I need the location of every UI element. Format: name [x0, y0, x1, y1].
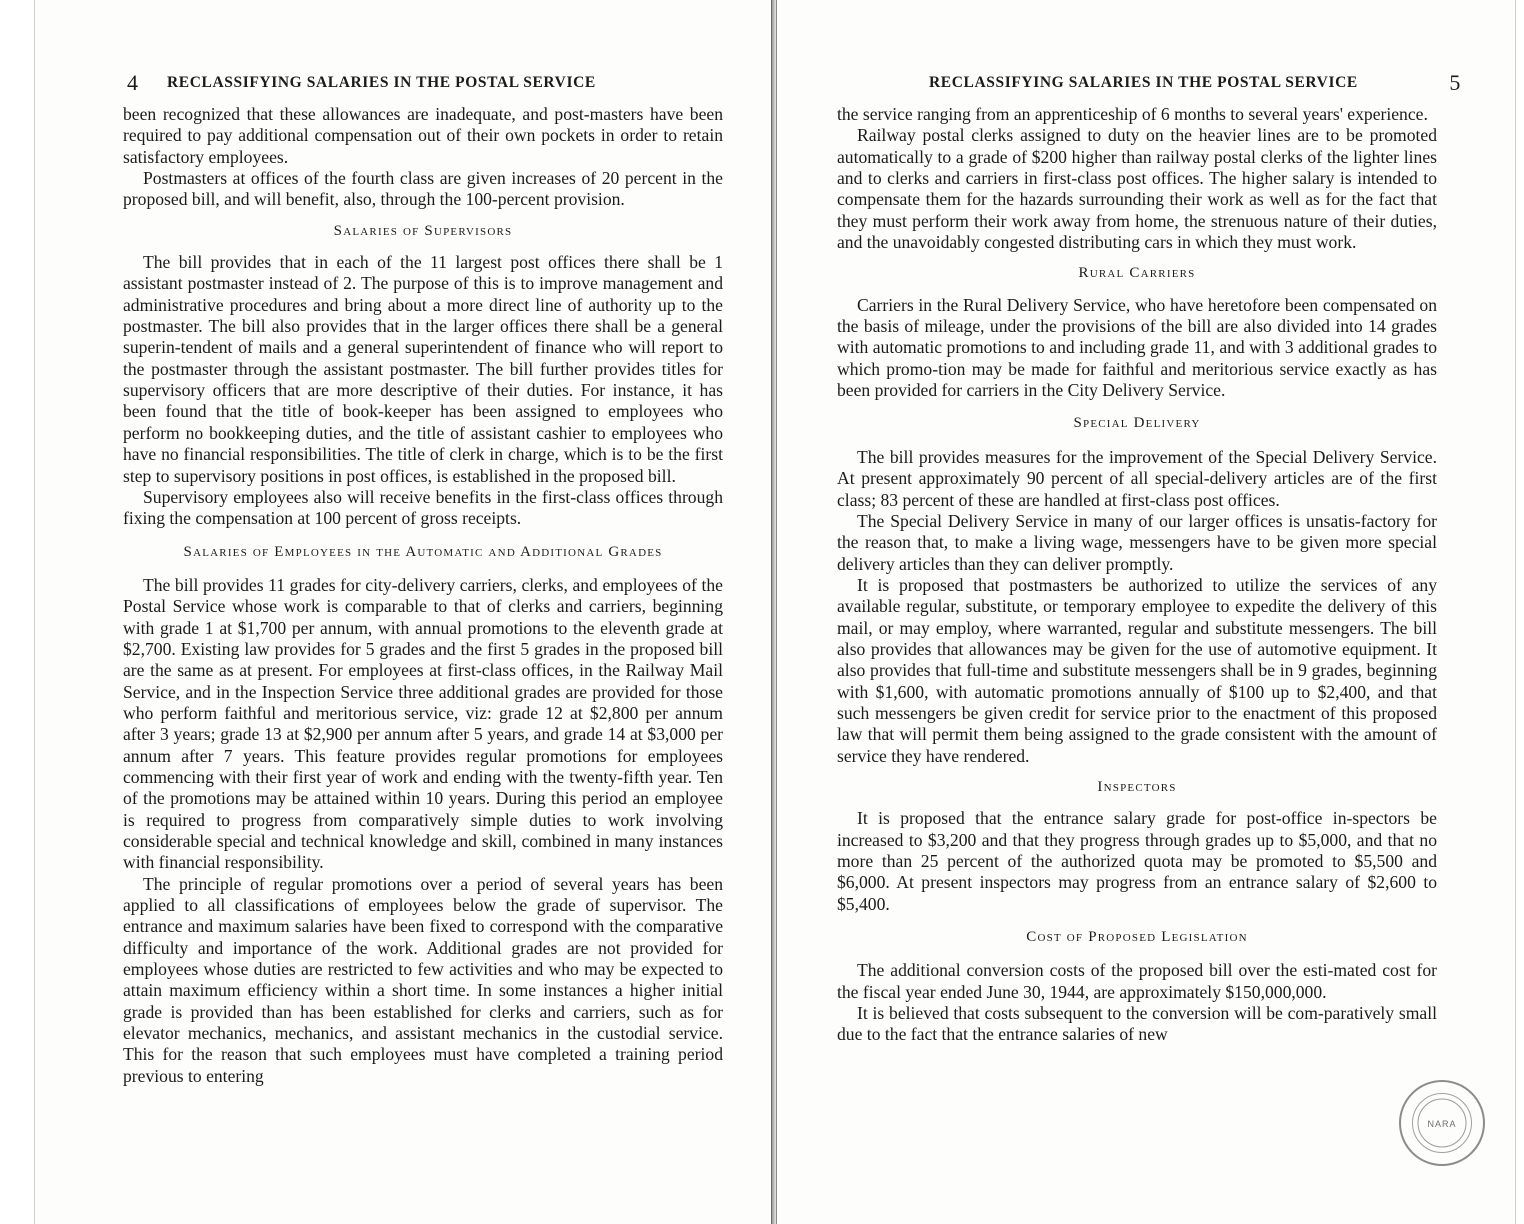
left-running-title: RECLASSIFYING SALARIES IN THE POSTAL SERVICE [167, 74, 596, 91]
right-body-text [837, 104, 1437, 1046]
paragraph: Carriers in the Rural Delivery Service, who have heretofore been compensated on the basis of mileage, under the provisions of the bill are also divided into 14 grades with automatic promotions to and including grade 11, and with 3 additional grades to which promo-tion may be made for faithful and meritorious service exactly as has been provided for carriers in the City Delivery Service. [837, 294, 1437, 401]
library-stamp-icon [1415, 1096, 1469, 1150]
paragraph: It is proposed that the entrance salary grade for post-office in-spectors be increased to $3,200 and that they progress through grades up to $5,000, and that no more than 25 percent of the authorized quota may be promoted to $5,500 and $6,000. At present inspectors may progress from an entrance salary of $2,600 to $5,400. [837, 808, 1437, 914]
library-stamp [1399, 1080, 1485, 1166]
paragraph: The bill provides that in each of the 11 largest post offices there shall be 1 assistant postmaster instead of 2. The purpose of this is to improve management and administrative procedures and bring about a more direct line of authority up to the postmaster. The bill also provides that in the larger offices there shall be a general superin-tendent of mails and a general superintendent of finance who will report to the postmaster through the assistant postmaster. The bill further provides titles for supervisory officers that are more descriptive of their duties. For instance, it has been found that the title of book-keeper has been assigned to employees who perform no bookkeeping duties, and the title of assistant cashier to employees who have no financial responsibilities. The title of clerk in charge, which is to be the first step to supervisory positions in post offices, is established in the proposed bill. [123, 252, 723, 486]
left-body-text [123, 104, 723, 1087]
left-page [34, 0, 772, 1224]
left-running-head [127, 70, 717, 100]
section-heading-rural-carriers: Rural Carriers [1078, 265, 1196, 282]
paragraph: The principle of regular promotions over a period of several years has been applied to all classifications of employees below the grade of supervisor. The entrance and maximum salaries have been fixed to correspond with the comparative difficulty and importance of the work. Additional grades are not provided for employees whose duties are restricted to few activities and who may be expected to attain maximum efficiency within a short time. In some instances a higher initial grade is provided than has been established for clerks and carriers, such as for elevator mechanics, mechanics, and assistant mechanics in the custodial service. This for the reason that such employees must have completed a training period previous to entering [123, 873, 723, 1086]
section-heading-inspectors: Inspectors [1097, 778, 1177, 795]
paragraph: It is believed that costs subsequent to the conversion will be com-paratively small due to the fact that the entrance salaries of new [837, 1003, 1437, 1045]
paragraph: Railway postal clerks assigned to duty on the heavier lines are to be promoted automatically to a grade of $200 higher than railway postal clerks of the lighter lines and to clerks and carriers in first-class post offices. The higher salary is intended to compensate them for the hazards surrounding their work as well as for the fact that they must perform their work away from home, the strenuous nature of their duties, and the unavoidably congested distributing cars in which they must work. [837, 125, 1437, 253]
paragraph: been recognized that these allowances are inadequate, and post-masters have been required to pay additional compensation out of their own pockets in order to retain satisfactory employees. [123, 104, 723, 167]
section-heading-cost: Cost of Proposed Legislation [1026, 929, 1248, 946]
section-heading-automatic-grades: Salaries of Employees in the Automatic and Additional Grades [183, 543, 663, 560]
left-page-number: 4 [127, 70, 139, 95]
paragraph: the service ranging from an apprenticeship of 6 months to several years' experience. [837, 104, 1428, 124]
paragraph: The Special Delivery Service in many of our larger offices is unsatis-factory for the reason that, to make a living wage, messengers have to be given more special delivery articles than they can deliver promptly. [837, 510, 1437, 574]
paragraph: The bill provides 11 grades for city-delivery carriers, clerks, and employees of the Postal Service whose work is comparable to that of clerks and carriers, beginning with grade 1 at $1,700 per annum, with annual promotions to the eleventh grade at $2,700. Existing law provides for 5 grades and the first 5 grades in the proposed bill are the same as at present. For employees at first-class offices, in the Railway Mail Service, and in the Inspection Service three additional grades are provided for those who perform faithful and meritorious service, viz: grade 12 at $2,800 per annum after 3 years; grade 13 at $2,900 per annum after 5 years, and grade 14 at $3,000 per annum after 7 years. This feature provides regular promotions for employees commencing with their first year of work and ending with the twenty-fifth year. Ten of the promotions may be attained within 10 years. During this period an employee is required to progress from comparatively simple duties to work involving considerable special and technical knowledge and skill, combined in many instances with financial responsibility. [123, 574, 723, 873]
paragraph: The additional conversion costs of the proposed bill over the esti-mated cost for the fiscal year ended June 30, 1944, are approximately $150,000,000. [837, 960, 1437, 1002]
paragraph: It is proposed that postmasters be authorized to utilize the services of any available regular, substitute, or temporary employee to expedite the delivery of this mail, or may employ, where warranted, regular and substitute messengers. The bill also provides that allowances may be given for the use of automotive equipment. It also provides that full-time and substitute messengers shall be in 9 grades, beginning with $1,600, with automatic promotions annually of $100 up to $2,400, and that such messengers be given credit for service prior to the enactment of this proposed law that will permit them being assigned to the grade consistent with the amount of service they have rendered. [837, 574, 1437, 766]
right-running-title: RECLASSIFYING SALARIES IN THE POSTAL SERVICE [929, 74, 1358, 91]
section-heading-supervisors: Salaries of Supervisors [333, 222, 513, 239]
section-heading-special-delivery: Special Delivery [1073, 415, 1201, 432]
library-stamp-inner [1412, 1093, 1472, 1153]
svg-text:NARA: NARA [1427, 1119, 1457, 1129]
right-running-head [929, 70, 1461, 100]
right-page [776, 0, 1516, 1224]
paragraph: Postmasters at offices of the fourth class are given increases of 20 percent in the proposed bill, and will benefit, also, through the 100-percent provision. [123, 168, 723, 210]
right-page-number: 5 [1449, 70, 1461, 95]
paragraph: Supervisory employees also will receive benefits in the first-class offices through fixing the compensation at 100 percent of gross receipts. [123, 486, 723, 529]
paragraph: The bill provides measures for the improvement of the Special Delivery Service. At present approximately 90 percent of all special-delivery articles are of the first class; 83 percent of these are handled at first-class post offices. [837, 446, 1437, 510]
